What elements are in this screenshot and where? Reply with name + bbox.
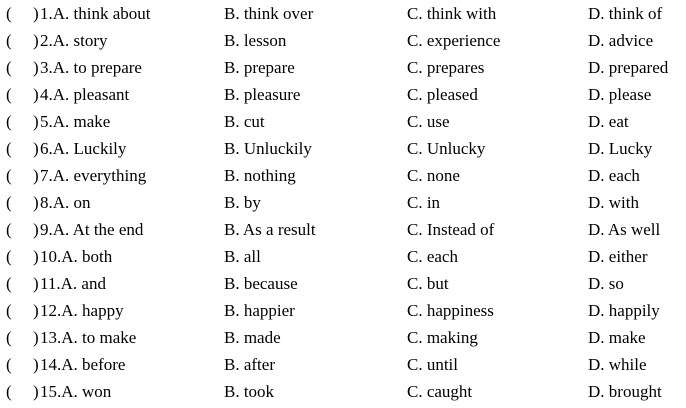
question-number-6: 6.A. Luckily: [40, 139, 127, 158]
question-number-11: 11.A. and: [40, 274, 106, 293]
option-a: A. everything: [52, 166, 147, 185]
option-a: A. before: [61, 355, 126, 374]
question-number-8: 8.A. on: [40, 193, 91, 212]
question-row-11: [0, 270, 686, 297]
question-row-9: [0, 216, 686, 243]
answer-blank-close-paren: ): [33, 58, 39, 77]
question-number-4: 4.A. pleasant: [40, 85, 130, 104]
option-a: A. on: [52, 193, 91, 212]
option-d: D. prepared: [588, 58, 669, 77]
answer-blank-open-paren: (: [6, 355, 12, 374]
question-number-5: 5.A. make: [40, 112, 111, 131]
answer-blank-close-paren: ): [33, 31, 39, 50]
option-c: C. in: [407, 193, 441, 212]
option-a: A. At the end: [52, 220, 144, 239]
answer-blank-open-paren: (: [6, 274, 12, 293]
answer-blank-open-paren: (: [6, 85, 12, 104]
answer-blank-close-paren: ): [33, 85, 39, 104]
option-c: C. making: [407, 328, 478, 347]
option-c: C. until: [407, 355, 459, 374]
option-b: B. cut: [224, 112, 265, 131]
option-a: A. pleasant: [52, 85, 130, 104]
question-number-7: 7.A. everything: [40, 166, 147, 185]
option-c: C. prepares: [407, 58, 485, 77]
answer-blank-close-paren: ): [33, 166, 39, 185]
question-row-13: [0, 324, 686, 351]
question-row-3: [0, 54, 686, 81]
question-number-10: 10.A. both: [40, 247, 113, 266]
option-a: A. make: [52, 112, 111, 131]
question-number-15: 15.A. won: [40, 382, 112, 401]
option-d: D. make: [588, 328, 646, 347]
option-a: A. to make: [61, 328, 137, 347]
option-c: C. experience: [407, 31, 501, 50]
question-row-1: [0, 0, 686, 27]
answer-blank-close-paren: ): [33, 247, 39, 266]
answer-blank-open-paren: (: [6, 193, 12, 212]
answer-blank-close-paren: ): [33, 382, 39, 401]
option-b: B. pleasure: [224, 85, 301, 104]
option-c: C. happiness: [407, 301, 494, 320]
option-c: C. pleased: [407, 85, 478, 104]
answer-blank-close-paren: ): [33, 328, 39, 347]
question-number-13: 13.A. to make: [40, 328, 137, 347]
question-row-8: [0, 189, 686, 216]
question-number-3: 3.A. to prepare: [40, 58, 142, 77]
option-a: A. Luckily: [52, 139, 127, 158]
option-d: D. eat: [588, 112, 629, 131]
option-d: D. with: [588, 193, 639, 212]
question-row-4: [0, 81, 686, 108]
option-b: B. nothing: [224, 166, 296, 185]
option-b: B. As a result: [224, 220, 316, 239]
question-row-12: [0, 297, 686, 324]
answer-blank-close-paren: ): [33, 4, 39, 23]
option-b: B. all: [224, 247, 261, 266]
option-d: D. while: [588, 355, 647, 374]
question-number-2: 2.A. story: [40, 31, 108, 50]
question-number-14: 14.A. before: [40, 355, 126, 374]
answer-blank-open-paren: (: [6, 58, 12, 77]
option-d: D. each: [588, 166, 640, 185]
option-b: B. lesson: [224, 31, 287, 50]
option-a: A. both: [61, 247, 113, 266]
option-b: B. took: [224, 382, 275, 401]
option-b: B. by: [224, 193, 261, 212]
question-row-15: [0, 378, 686, 405]
option-c: C. but: [407, 274, 449, 293]
option-a: A. happy: [61, 301, 124, 320]
option-b: B. after: [224, 355, 275, 374]
option-d: D. think of: [588, 4, 663, 23]
option-d: D. brought: [588, 382, 662, 401]
option-d: D. Lucky: [588, 139, 653, 158]
option-c: C. caught: [407, 382, 473, 401]
option-a: A. and: [60, 274, 106, 293]
option-d: D. advice: [588, 31, 654, 50]
answer-blank-open-paren: (: [6, 4, 12, 23]
question-number-9: 9.A. At the end: [40, 220, 144, 239]
answer-blank-open-paren: (: [6, 382, 12, 401]
answer-blank-close-paren: ): [33, 220, 39, 239]
option-c: C. think with: [407, 4, 497, 23]
option-c: C. each: [407, 247, 458, 266]
option-a: A. to prepare: [52, 58, 142, 77]
answer-blank-close-paren: ): [33, 301, 39, 320]
question-row-2: [0, 27, 686, 54]
answer-blank-open-paren: (: [6, 139, 12, 158]
option-a: A. think about: [52, 4, 151, 23]
option-c: C. use: [407, 112, 450, 131]
question-row-6: [0, 135, 686, 162]
answer-blank-close-paren: ): [33, 139, 39, 158]
option-a: A. story: [52, 31, 108, 50]
option-d: D. so: [588, 274, 624, 293]
question-row-14: [0, 351, 686, 378]
question-row-7: [0, 162, 686, 189]
answer-blank-open-paren: (: [6, 112, 12, 131]
option-c: C. none: [407, 166, 460, 185]
option-c: C. Unlucky: [407, 139, 486, 158]
question-row-10: [0, 243, 686, 270]
answer-blank-close-paren: ): [33, 274, 39, 293]
option-b: B. happier: [224, 301, 295, 320]
option-b: B. made: [224, 328, 281, 347]
option-b: B. because: [224, 274, 298, 293]
option-b: B. Unluckily: [224, 139, 312, 158]
question-number-1: 1.A. think about: [40, 4, 151, 23]
option-c: C. Instead of: [407, 220, 495, 239]
option-b: B. think over: [224, 4, 314, 23]
answer-blank-close-paren: ): [33, 355, 39, 374]
option-d: D. As well: [588, 220, 661, 239]
answer-blank-open-paren: (: [6, 247, 12, 266]
option-d: D. please: [588, 85, 652, 104]
option-d: D. happily: [588, 301, 660, 320]
option-d: D. either: [588, 247, 648, 266]
question-row-5: [0, 108, 686, 135]
answer-blank-close-paren: ): [33, 193, 39, 212]
answer-blank-open-paren: (: [6, 220, 12, 239]
question-number-12: 12.A. happy: [40, 301, 124, 320]
option-a: A. won: [61, 382, 112, 401]
answer-blank-open-paren: (: [6, 166, 12, 185]
option-b: B. prepare: [224, 58, 295, 77]
answer-blank-open-paren: (: [6, 328, 12, 347]
answer-blank-open-paren: (: [6, 301, 12, 320]
answer-blank-close-paren: ): [33, 112, 39, 131]
answer-blank-open-paren: (: [6, 31, 12, 50]
